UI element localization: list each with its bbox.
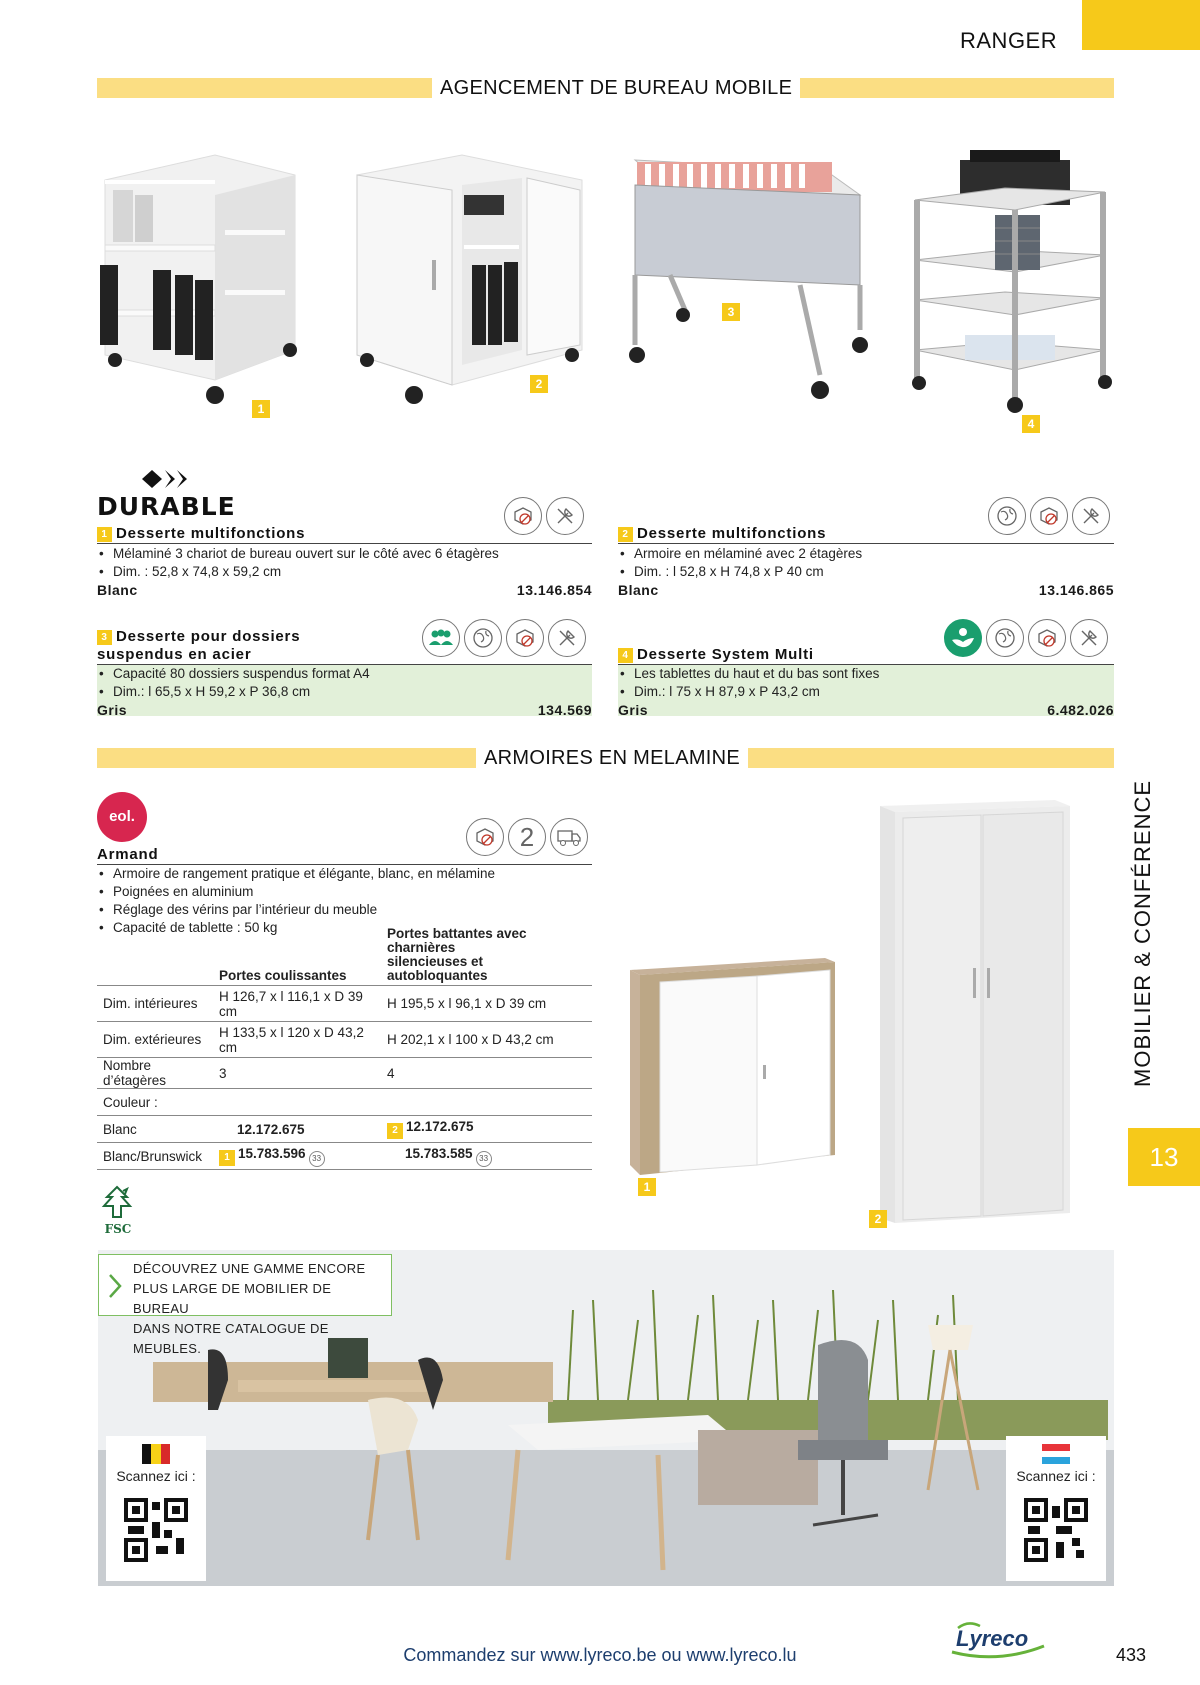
bullet: • Armoire en mélaminé avec 2 étagères: [618, 545, 1114, 563]
product-badge-armoire-2: 2: [869, 1210, 887, 1228]
ref-badge: 1: [219, 1150, 235, 1166]
no-assembly-icon: [1028, 619, 1066, 657]
promo-text: [133, 1259, 391, 1359]
ref-number: 15.783.585: [405, 1145, 473, 1161]
product-1-badge: 1: [97, 527, 112, 542]
bullet: • Dim.: l 75 x H 87,9 x P 43,2 cm: [618, 683, 1114, 701]
table-header-sliding: Portes coulissantes: [213, 927, 381, 986]
row-value-b: [381, 1089, 592, 1116]
catalogue-promo[interactable]: [98, 1254, 392, 1356]
product-badge-4: 4: [1022, 415, 1040, 433]
tools-icon: [1070, 619, 1108, 657]
scan-card-belgium[interactable]: [106, 1436, 206, 1581]
product-4-icons: [944, 619, 1108, 657]
row-value-a: [213, 1116, 381, 1143]
no-assembly-icon: [466, 818, 504, 856]
lyreco-logo[interactable]: [948, 1618, 1048, 1664]
eco-mark-icon: 33: [309, 1151, 325, 1167]
product-image-3: [625, 150, 875, 410]
fsc-text: FSC: [104, 1222, 132, 1236]
globe-icon: [464, 619, 502, 657]
ref-number: 15.783.596: [238, 1145, 306, 1161]
product-4-color: Gris: [618, 702, 649, 718]
product-1-bullets: [97, 545, 592, 581]
row-value-b: [381, 1143, 592, 1170]
table-row: [97, 1058, 592, 1089]
section-tab: [1082, 0, 1200, 50]
luxembourg-flag-icon: [1042, 1444, 1070, 1464]
product-image-armoire-high: [875, 798, 1075, 1228]
globe-icon: [986, 619, 1024, 657]
product-2-color: Blanc: [618, 582, 659, 598]
product-3-title-line2: suspendus en acier: [97, 646, 252, 663]
lyreco-logo-text: Lyreco: [956, 1626, 1029, 1651]
product-3-title-line1: Desserte pour dossiers: [116, 628, 301, 645]
product-2-title: [618, 525, 1114, 543]
product-badge-3: 3: [722, 303, 740, 321]
product-4-bullets: [618, 665, 1114, 701]
people-icon: [422, 619, 460, 657]
row-value-b: 4: [381, 1058, 592, 1089]
qr-code-icon[interactable]: [124, 1498, 188, 1562]
row-value-a: H 133,5 x l 120 x D 43,2 cm: [213, 1022, 381, 1058]
section-title: ARMOIRES EN MELAMINE: [476, 747, 748, 769]
product-image-1: [95, 150, 310, 410]
product-image-armoire-low: [625, 950, 840, 1180]
belgium-flag-icon: [142, 1444, 170, 1464]
table-row: [97, 1143, 592, 1170]
promo-line: DANS NOTRE CATALOGUE DE MEUBLES.: [133, 1321, 329, 1356]
durable-logo: [97, 468, 247, 521]
row-value-b: H 195,5 x l 96,1 x D 39 cm: [381, 986, 592, 1022]
table-header-row: [97, 927, 592, 986]
section-title: AGENCEMENT DE BUREAU MOBILE: [432, 77, 800, 99]
chapter-number-tab: 13: [1128, 1128, 1200, 1186]
bullet: • Capacité de tablette : 50 kg: [97, 919, 592, 937]
product-2-bullets: [618, 545, 1114, 581]
table-row: [97, 1116, 592, 1143]
bullet: • Mélaminé 3 chariot de bureau ouvert sur le côté avec 6 étagères: [97, 545, 592, 563]
table-header-hinged-line1: Portes battantes avec charnières: [387, 926, 527, 955]
chevron-right-icon: [107, 1273, 123, 1299]
scan-card-luxembourg[interactable]: [1006, 1436, 1106, 1581]
product-1-color: Blanc: [97, 582, 138, 598]
ref-badge: 2: [387, 1123, 403, 1139]
bullet: • Dim.: l 65,5 x H 59,2 x P 36,8 cm: [97, 683, 592, 701]
bullet: • Dim. : l 52,8 x H 74,8 x P 40 cm: [618, 563, 1114, 581]
row-value-a: 3: [213, 1058, 381, 1089]
product-3-ref: 134.569: [537, 702, 592, 718]
no-assembly-icon: [506, 619, 544, 657]
product-3-title: [97, 628, 417, 664]
row-value-a: [213, 1143, 381, 1170]
row-label: Dim. extérieures: [97, 1022, 213, 1058]
product-1-title: [97, 525, 592, 543]
bullet: • Dim. : 52,8 x 74,8 x 59,2 cm: [97, 563, 592, 581]
bullet: • Armoire de rangement pratique et élégante, blanc, en mélamine: [97, 865, 592, 883]
bullet: • Capacité 80 dossiers suspendus format A4: [97, 665, 592, 683]
scan-label: Scannez ici :: [116, 1468, 196, 1484]
product-3-badge: 3: [97, 630, 112, 645]
bullet: • Les tablettes du haut et du bas sont fixes: [618, 665, 1114, 683]
product-4-badge: 4: [618, 648, 633, 663]
product-4-title-text: Desserte System Multi: [637, 646, 814, 663]
eco-hand-icon: [944, 619, 982, 657]
bullet: • Poignées en aluminium: [97, 883, 592, 901]
product-3-color: Gris: [97, 702, 128, 718]
eol-logo: eol.: [97, 792, 147, 842]
promo-line: DÉCOUVREZ UNE GAMME ENCORE: [133, 1261, 366, 1276]
product-badge-1: 1: [252, 400, 270, 418]
table-row: [97, 986, 592, 1022]
fsc-logo: [97, 1185, 139, 1235]
promo-line: PLUS LARGE DE MOBILIER DE BUREAU: [133, 1281, 332, 1316]
scan-label: Scannez ici :: [1016, 1468, 1096, 1484]
row-value-b: H 202,1 x l 100 x D 43,2 cm: [381, 1022, 592, 1058]
product-3-icons: [422, 619, 586, 657]
divider: [618, 543, 1114, 544]
product-badge-armoire-1: 1: [638, 1178, 656, 1196]
product-badge-2: 2: [530, 375, 548, 393]
armand-icons: [466, 818, 588, 856]
row-value-a: [213, 1089, 381, 1116]
product-2-ref: 13.146.865: [1038, 582, 1114, 598]
armand-title: Armand: [97, 846, 159, 863]
table-row: [97, 1089, 592, 1116]
warranty-number: 2: [519, 821, 535, 852]
product-4-title: [618, 646, 938, 664]
page-number: 433: [1116, 1645, 1147, 1665]
bullet: • Réglage des vérins par l’intérieur du meuble: [97, 901, 592, 919]
table-row: [97, 1022, 592, 1058]
ref-number: 12.172.675: [237, 1121, 305, 1137]
qr-code-icon[interactable]: [1024, 1498, 1088, 1562]
table-header-hinged-line2: silencieuses et autobloquantes: [387, 954, 488, 983]
row-label: Dim. intérieures: [97, 986, 213, 1022]
section-title-ranger: RANGER: [960, 28, 1058, 53]
warranty-number-icon: [508, 818, 546, 856]
tools-icon: [548, 619, 586, 657]
delivery-truck-icon: [550, 818, 588, 856]
product-3-bullets: [97, 665, 592, 701]
divider: [97, 543, 592, 544]
product-image-4: [905, 150, 1115, 420]
row-label: Blanc: [97, 1116, 213, 1143]
row-label: Couleur :: [97, 1089, 213, 1116]
row-value-a: H 126,7 x l 116,1 x D 39 cm: [213, 986, 381, 1022]
product-2-title-text: Desserte multifonctions: [637, 525, 827, 542]
armand-spec-table: [97, 927, 592, 1170]
product-2-badge: 2: [618, 527, 633, 542]
eco-mark-icon: 33: [476, 1151, 492, 1167]
row-value-b: [381, 1116, 592, 1143]
product-image-2: [352, 150, 592, 410]
row-label: Nombre d’étagères: [97, 1058, 213, 1089]
side-category-label: MOBILIER & CONFÉRENCE: [1130, 779, 1155, 1087]
product-1-ref: 13.146.854: [516, 582, 592, 598]
row-label: Blanc/Brunswick: [97, 1143, 213, 1170]
product-1-title-text: Desserte multifonctions: [116, 525, 306, 542]
ref-number: 12.172.675: [406, 1119, 474, 1134]
table-header-empty: [97, 927, 213, 986]
durable-logo-text: DURABLE: [97, 492, 236, 521]
table-header-hinged: [381, 927, 592, 986]
footer-order-text: Commandez sur www.lyreco.be ou www.lyreco.lu: [403, 1645, 797, 1665]
product-4-ref: 6.482.026: [1047, 702, 1114, 718]
